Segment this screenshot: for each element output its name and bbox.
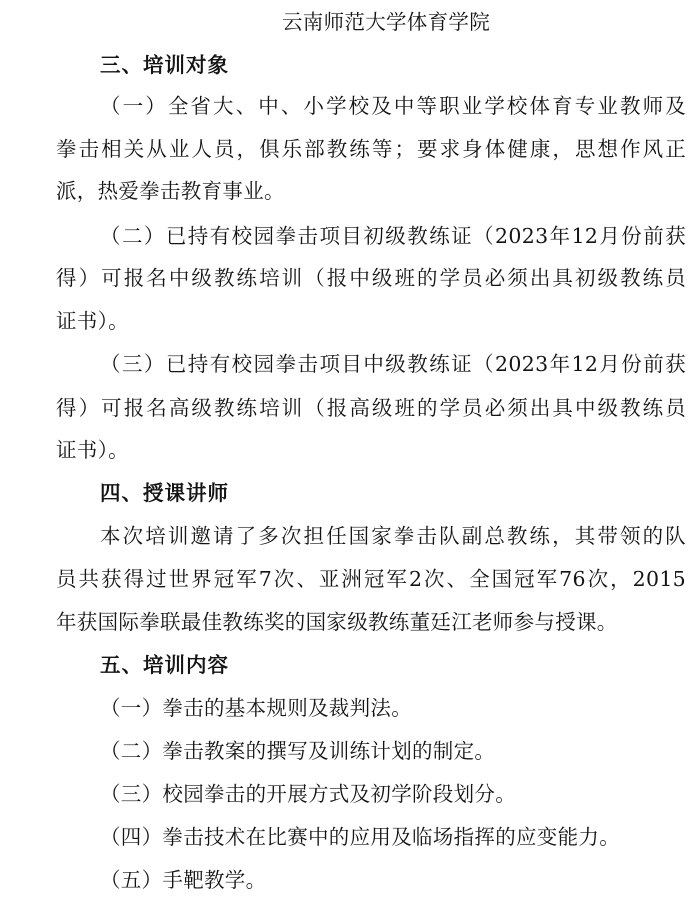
paragraph-line: 本次培训邀请了多次担任国家拳击队副总教练，其带领的队 [100, 524, 686, 548]
paragraph-line: 年获国际拳联最佳教练奖的国家级教练董廷江老师参与授课。 [56, 610, 618, 634]
paragraph-line: 证书）。 [56, 438, 129, 462]
paragraph-line: （二）已持有校园拳击项目初级教练证（2023年12月份前获 [100, 224, 686, 248]
paragraph-line: 拳击相关从业人员，俱乐部教练等；要求身体健康，思想作风正 [56, 137, 686, 161]
paragraph-line: 证书）。 [56, 309, 129, 333]
paragraph-line: 员共获得过世界冠军7次、亚洲冠军2次、全国冠军76次，2015 [56, 567, 686, 591]
paragraph-line: 派，热爱拳击教育事业。 [56, 179, 285, 203]
paragraph-line: （三）已持有校园拳击项目中级教练证（2023年12月份前获 [100, 352, 686, 376]
section-heading: 五、培训内容 [100, 653, 229, 677]
paragraph-line: （一）全省大、中、小学校及中等职业学校体育专业教师及 [100, 94, 686, 118]
paragraph-line: 得）可报名中级教练培训（报中级班的学员必须出具初级教练员 [56, 266, 686, 290]
section-heading: 四、授课讲师 [100, 481, 229, 505]
list-item: （五）手靶教学。 [100, 868, 267, 892]
list-item: （四）拳击技术在比赛中的应用及临场指挥的应变能力。 [100, 825, 620, 849]
page-title: 云南师范大学体育学院 [282, 10, 490, 34]
list-item: （一）拳击的基本规则及裁判法。 [100, 696, 412, 720]
section-heading: 三、培训对象 [100, 53, 229, 77]
list-item: （三）校园拳击的开展方式及初学阶段划分。 [100, 782, 516, 806]
list-item: （二）拳击教案的撰写及训练计划的制定。 [100, 739, 496, 763]
paragraph-line: 得）可报名高级教练培训（报高级班的学员必须出具中级教练员 [56, 396, 686, 420]
